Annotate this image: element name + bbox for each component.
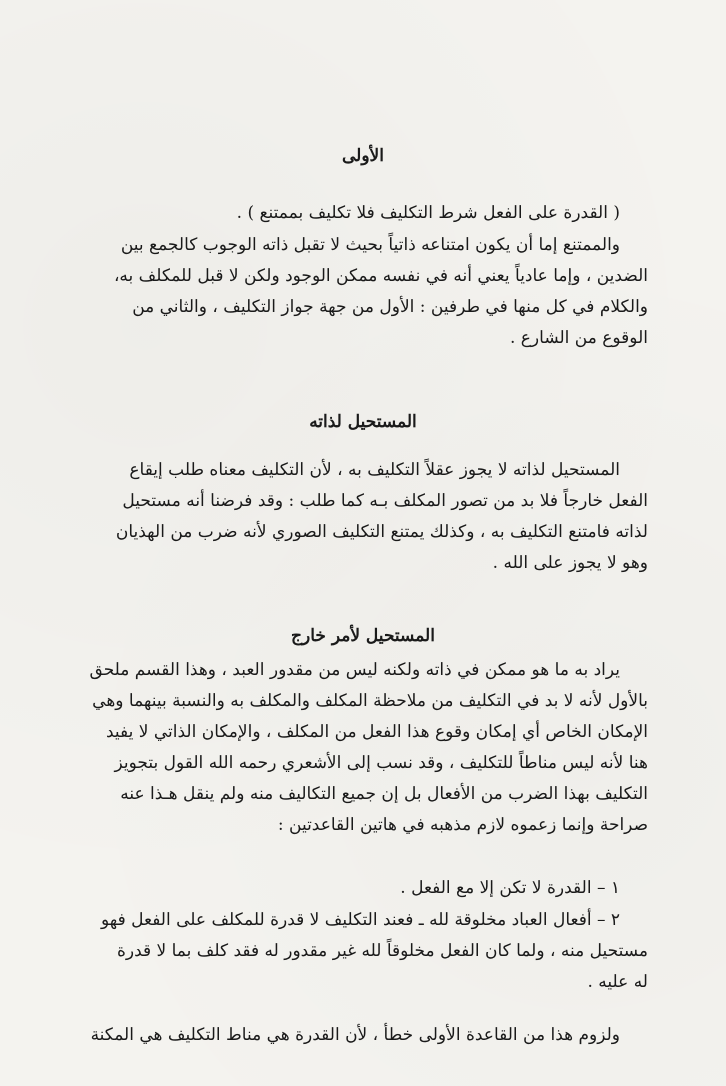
paragraph-line: يراد به ما هو ممكن في ذاته ولكنه ليس من مقدور العبد ، وهذا القسم ملحق	[89, 660, 620, 680]
paragraph-line: التكليف بهذا الضرب من الأفعال بل إن جميع التكاليف منه ولم ينقل هـذا عنه	[120, 784, 648, 804]
paragraph-line: المستحيل لذاته لا يجوز عقلاً التكليف به ، لأن التكليف معناه طلب إيقاع	[129, 460, 620, 480]
paragraph-line: الوقوع من الشارع .	[509, 328, 648, 348]
paragraph-line: الإمكان الخاص أي إمكان وقوع هذا الفعل من المكلف ، والإمكان الذاتي لا يفيد	[106, 722, 648, 742]
list-item-number: ١ –	[596, 878, 620, 898]
section-heading-extrinsic: المستحيل لأمر خارج	[291, 626, 435, 646]
list-item-number: ٢ –	[596, 910, 620, 930]
paragraph-line: صراحة وإنما زعموه لازم مذهبه في هاتين القاعدتين :	[277, 815, 648, 835]
section-heading-first: الأولى	[342, 146, 384, 166]
list-item-text: له عليه .	[587, 972, 648, 992]
list-item-text: أفعال العباد مخلوقة لله ـ فعند التكليف لا قدرة للمكلف على الفعل فهو	[100, 910, 592, 930]
paragraph-line: ولزوم هذا من القاعدة الأولى خطأ ، لأن القدرة هي مناط التكليف هي المكنة	[90, 1025, 620, 1045]
paragraph-line: الفعل خارجاً فلا بد من تصور المكلف بـه كما طلب : وقد فرضنا أنه مستحيل	[122, 491, 648, 511]
paragraph-extrinsic	[73, 655, 648, 841]
paragraph-line: لذاته فامتنع التكليف به ، وكذلك يمتنع التكليف الصوري لأنه ضرب من الهذيان	[115, 522, 648, 542]
section-heading-intrinsic: المستحيل لذاته	[309, 412, 417, 432]
rule-statement	[73, 198, 648, 229]
paragraph-first	[73, 230, 648, 354]
list-item	[73, 905, 648, 998]
paragraph-line: وهو لا يجوز على الله .	[492, 553, 648, 573]
list-item-text: مستحيل منه ، ولما كان الفعل مخلوقاً لله غير مقدور له فقد كلف بما لا قدرة	[116, 941, 648, 961]
paragraph-intrinsic	[73, 455, 648, 579]
paragraph-line: والكلام في كل منها في طرفين : الأول من جهة جواز التكليف ، والثاني من	[132, 297, 648, 317]
paragraph-line: والممتنع إما أن يكون امتناعه ذاتياً بحيث لا تقبل ذاته الوجوب كالجمع بين	[120, 235, 620, 255]
paragraph-line: الضدين ، وإما عادياً يعني أنه في نفسه ممكن الوجود ولكن لا قبل للمكلف به،	[113, 266, 648, 286]
list-item	[73, 873, 648, 904]
closing-paragraph	[73, 1020, 648, 1051]
rule-line: ( القدرة على الفعل شرط التكليف فلا تكليف بممتنع ) .	[236, 203, 620, 223]
paragraph-line: هنا لأنه ليس مناطاً للتكليف ، وقد نسب إلى الأشعري رحمه الله القول بتجويز	[114, 753, 648, 773]
paragraph-line: بالأول لأنه لا بد في التكليف من ملاحظة المكلف والمكلف به والنسبة بينهما وهي	[92, 691, 648, 711]
list-item-text: القدرة لا تكن إلا مع الفعل .	[400, 878, 592, 898]
